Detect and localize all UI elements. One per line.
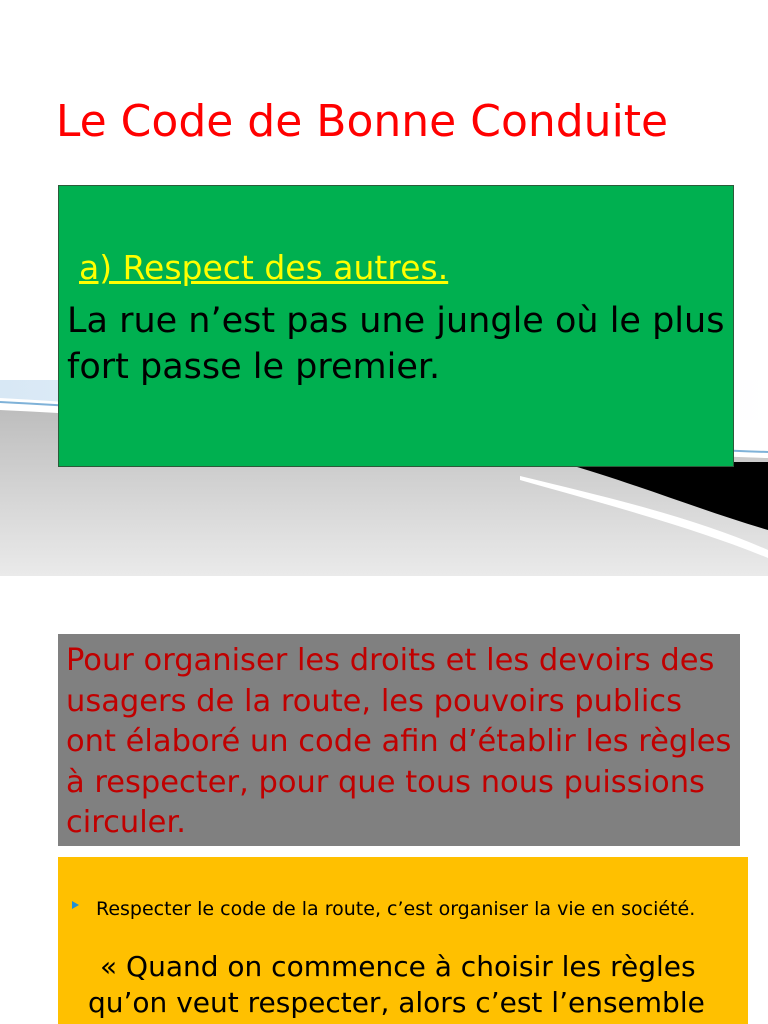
quote-box [58, 857, 748, 1024]
info-text: Pour organiser les droits et les devoirs des usagers de la route, les pouvoirs publics ont élaboré un code afin d’établir les règles à respecter, pour que tous nous puissions circuler. [66, 643, 732, 840]
respect-box [58, 185, 734, 467]
bullet-text: Respecter le code de la route, c’est organiser la vie en société. [96, 898, 696, 920]
quote-text: « Quand on commence à choisir les règles qu’on veut respecter, alors c’est l’ensemble [88, 950, 705, 1019]
respect-text: La rue n’est pas une jungle où le plus fort passe le premier. [67, 301, 725, 387]
slide-title: Le Code de Bonne Conduite [55, 96, 669, 147]
bullet-item [72, 895, 742, 923]
section-heading: a) Respect des autres. [79, 248, 449, 287]
info-box [58, 634, 740, 846]
bullet-arrow-icon [72, 901, 79, 909]
